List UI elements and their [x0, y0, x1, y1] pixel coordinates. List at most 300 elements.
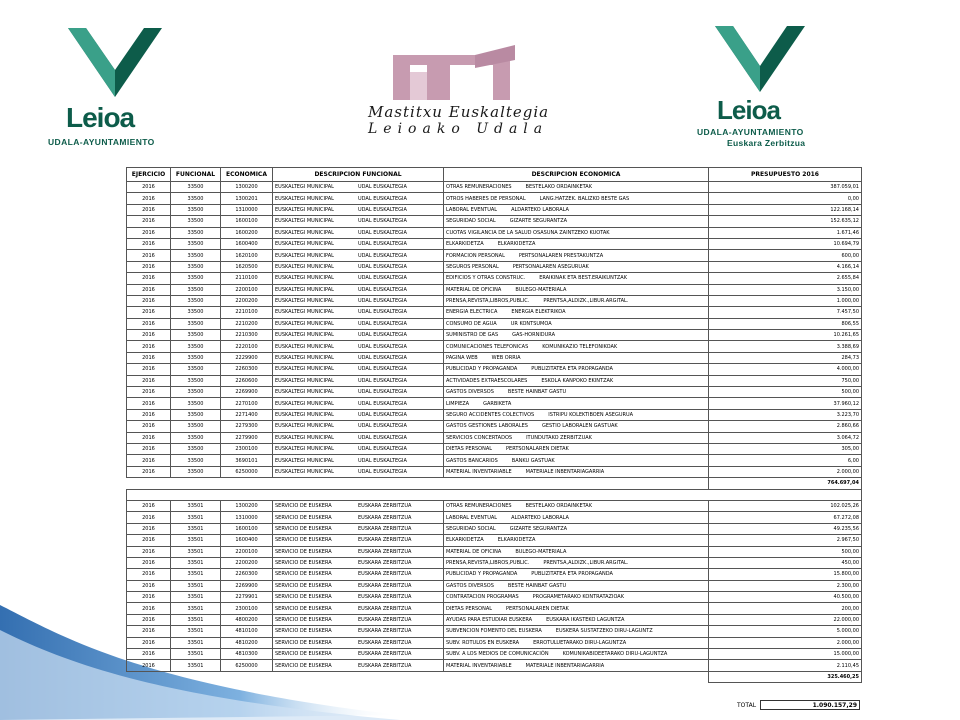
- table-row: [127, 455, 862, 466]
- budget-table: [126, 167, 862, 683]
- cell-desc-funcional: [273, 193, 444, 204]
- desc-economica-eu: ALDARTEKO LABORALA: [511, 514, 569, 521]
- desc-economica-eu: ISTRIPU KOLEKTIBOEN ASEGURUA: [548, 412, 634, 418]
- cell-funcional: 33501: [171, 546, 221, 557]
- cell-desc-economica: [444, 649, 709, 660]
- cell-ejercicio: 2016: [127, 318, 171, 329]
- desc-economica-eu: BULEGO-MATERIALA: [515, 548, 567, 555]
- table-row: [127, 421, 862, 432]
- cell-ejercicio: 2016: [127, 375, 171, 386]
- cell-economica: 1300201: [221, 193, 273, 204]
- desc-funcional-es: SERVICIO DE EUSKERA: [275, 525, 332, 532]
- cell-desc-economica: [444, 375, 709, 386]
- cell-presupuesto: 122.168,14: [709, 204, 862, 215]
- cell-funcional: 33500: [171, 455, 221, 466]
- desc-funcional-eu: UDAL EUSKALTEGIA: [358, 252, 407, 259]
- table-row: [127, 443, 862, 454]
- cell-economica: 2229900: [221, 352, 273, 363]
- cell-ejercicio: 2016: [127, 523, 171, 534]
- desc-funcional-eu: EUSKARA ZERBITZUA: [358, 525, 412, 532]
- cell-presupuesto: 284,73: [709, 352, 862, 363]
- cell-funcional: 33501: [171, 512, 221, 523]
- desc-funcional-eu: UDAL EUSKALTEGIA: [358, 412, 407, 418]
- cell-funcional: 33500: [171, 204, 221, 215]
- cell-economica: 2200100: [221, 284, 273, 295]
- desc-economica-es: MATERIAL DE OFICINA: [446, 286, 502, 293]
- subtotal-row-33500: [127, 478, 862, 489]
- cell-ejercicio: 2016: [127, 557, 171, 568]
- cell-funcional: 33500: [171, 295, 221, 306]
- cell-desc-economica: [444, 341, 709, 352]
- desc-economica-es: OTROS HABERES DE PERSONAL: [446, 195, 526, 202]
- desc-economica-eu: ERROTULUETARAKO DIRU-LAGUNTZA: [533, 639, 627, 646]
- table-row: [127, 261, 862, 272]
- cell-presupuesto: 806,55: [709, 318, 862, 329]
- desc-economica-eu: MATERIALE INBENTARIAGARRIA: [525, 662, 605, 669]
- desc-economica-eu: BANKU GASTUAK: [511, 457, 555, 464]
- desc-funcional-eu: EUSKARA ZERBITZUA: [358, 560, 412, 567]
- cell-funcional: 33500: [171, 216, 221, 227]
- desc-funcional-es: EUSKALTEGI MUNICIPAL: [275, 206, 334, 213]
- desc-economica-es: OTRAS REMUNERACIONES: [446, 503, 512, 510]
- desc-funcional-es: SERVICIO DE EUSKERA: [275, 537, 332, 544]
- cell-desc-funcional: [273, 603, 444, 614]
- cell-desc-economica: [444, 227, 709, 238]
- desc-economica-eu: PERTSONALAREN DIETAK: [506, 446, 569, 453]
- cell-ejercicio: 2016: [127, 421, 171, 432]
- cell-presupuesto: 305,00: [709, 443, 862, 454]
- table-row: [127, 626, 862, 637]
- table-row: [127, 318, 862, 329]
- cell-economica: 2260600: [221, 375, 273, 386]
- cell-funcional: 33500: [171, 443, 221, 454]
- desc-funcional-eu: UDAL EUSKALTEGIA: [358, 389, 407, 396]
- desc-funcional-eu: UDAL EUSKALTEGIA: [358, 218, 407, 225]
- cell-desc-economica: [444, 637, 709, 648]
- cell-ejercicio: 2016: [127, 387, 171, 398]
- desc-funcional-es: SERVICIO DE EUSKERA: [275, 582, 332, 589]
- desc-economica-es: SEGURIDAD SOCIAL: [446, 525, 496, 532]
- cell-desc-economica: [444, 466, 709, 477]
- desc-funcional-es: SERVICIO DE EUSKERA: [275, 651, 332, 658]
- cell-presupuesto: 2.000,00: [709, 637, 862, 648]
- cell-ejercicio: 2016: [127, 341, 171, 352]
- cell-desc-funcional: [273, 238, 444, 249]
- cell-desc-funcional: [273, 569, 444, 580]
- cell-desc-funcional: [273, 455, 444, 466]
- desc-funcional-eu: UDAL EUSKALTEGIA: [358, 423, 407, 430]
- desc-funcional-es: EUSKALTEGI MUNICIPAL: [275, 320, 334, 327]
- desc-funcional-eu: UDAL EUSKALTEGIA: [358, 286, 407, 293]
- cell-presupuesto: 600,00: [709, 250, 862, 261]
- cell-desc-economica: [444, 546, 709, 557]
- cell-desc-funcional: [273, 649, 444, 660]
- cell-presupuesto: 2.655,84: [709, 273, 862, 284]
- desc-funcional-es: SERVICIO DE EUSKERA: [275, 628, 332, 635]
- desc-economica-eu: PRENTSA,ALDIZK.,LIBUR.ARGITAL.: [543, 560, 629, 567]
- cell-funcional: 33501: [171, 557, 221, 568]
- cell-desc-economica: [444, 557, 709, 568]
- cell-desc-economica: [444, 182, 709, 193]
- total-label: TOTAL: [737, 702, 757, 709]
- cell-desc-funcional: [273, 318, 444, 329]
- subtotal-value: 325.460,25: [709, 671, 862, 682]
- cell-economica: 2300100: [221, 603, 273, 614]
- cell-presupuesto: 2.000,00: [709, 466, 862, 477]
- cell-desc-funcional: [273, 500, 444, 511]
- desc-funcional-es: EUSKALTEGI MUNICIPAL: [275, 298, 334, 305]
- desc-economica-es: GASTOS DIVERSOS: [446, 389, 494, 396]
- desc-economica-es: PUBLICIDAD Y PROPAGANDA: [446, 571, 518, 578]
- cell-funcional: 33501: [171, 592, 221, 603]
- desc-funcional-eu: EUSKARA ZERBITZUA: [358, 514, 412, 521]
- subtotal-row-33501: [127, 671, 862, 682]
- desc-funcional-es: EUSKALTEGI MUNICIPAL: [275, 218, 334, 225]
- cell-ejercicio: 2016: [127, 330, 171, 341]
- cell-funcional: 33501: [171, 500, 221, 511]
- desc-funcional-eu: EUSKARA ZERBITZUA: [358, 582, 412, 589]
- desc-economica-es: DIETAS PERSONAL: [446, 605, 493, 612]
- cell-economica: 4800200: [221, 614, 273, 625]
- desc-funcional-es: EUSKALTEGI MUNICIPAL: [275, 252, 334, 259]
- desc-economica-es: SERVICIOS CONCERTADOS: [446, 434, 513, 441]
- cell-ejercicio: 2016: [127, 284, 171, 295]
- desc-economica-es: LABORAL EVENTUAL: [446, 514, 498, 521]
- cell-ejercicio: 2016: [127, 261, 171, 272]
- desc-funcional-eu: UDAL EUSKALTEGIA: [358, 343, 407, 350]
- cell-funcional: 33500: [171, 227, 221, 238]
- cell-presupuesto: 102.025,26: [709, 500, 862, 511]
- cell-desc-economica: [444, 500, 709, 511]
- cell-economica: 4810300: [221, 649, 273, 660]
- cell-economica: 3690101: [221, 455, 273, 466]
- desc-funcional-eu: EUSKARA ZERBITZUA: [358, 651, 412, 658]
- cell-desc-funcional: [273, 352, 444, 363]
- desc-economica-es: OTRAS REMUNERACIONES: [446, 184, 512, 191]
- cell-ejercicio: 2016: [127, 580, 171, 591]
- desc-funcional-es: EUSKALTEGI MUNICIPAL: [275, 195, 334, 202]
- cell-economica: 2200100: [221, 546, 273, 557]
- desc-economica-eu: MATERIALE INBENTARIAGARRIA: [525, 468, 605, 475]
- desc-economica-eu: PUBLIZITATEA ETA PROPAGANDA: [531, 366, 613, 373]
- desc-funcional-es: EUSKALTEGI MUNICIPAL: [275, 434, 334, 441]
- cell-economica: 2200200: [221, 295, 273, 306]
- cell-ejercicio: 2016: [127, 535, 171, 546]
- desc-funcional-es: EUSKALTEGI MUNICIPAL: [275, 275, 334, 282]
- cell-desc-economica: [444, 603, 709, 614]
- table-row: [127, 523, 862, 534]
- table-row: [127, 387, 862, 398]
- cell-economica: 1600200: [221, 227, 273, 238]
- table-row: [127, 375, 862, 386]
- desc-economica-eu: ITUNDUTAKO ZERBITZUAK: [526, 434, 592, 441]
- cell-economica: 1310000: [221, 512, 273, 523]
- cell-presupuesto: 10.694,79: [709, 238, 862, 249]
- col-header-presupuesto: PRESUPUESTO 2016: [709, 168, 862, 182]
- cell-desc-funcional: [273, 307, 444, 318]
- desc-funcional-es: EUSKALTEGI MUNICIPAL: [275, 241, 334, 248]
- cell-economica: 6250000: [221, 660, 273, 671]
- cell-funcional: 33500: [171, 432, 221, 443]
- cell-desc-economica: [444, 387, 709, 398]
- cell-desc-economica: [444, 193, 709, 204]
- desc-funcional-eu: UDAL EUSKALTEGIA: [358, 309, 407, 316]
- cell-desc-funcional: [273, 546, 444, 557]
- desc-funcional-eu: EUSKARA ZERBITZUA: [358, 537, 412, 544]
- desc-funcional-eu: UDAL EUSKALTEGIA: [358, 206, 407, 213]
- desc-economica-eu: ELKARKIDETZA: [497, 241, 536, 248]
- cell-desc-funcional: [273, 330, 444, 341]
- cell-desc-funcional: [273, 250, 444, 261]
- subtotal-spacer: [127, 671, 709, 682]
- desc-economica-es: ACTIVIDADES EXTRAESCOLARES: [446, 377, 528, 384]
- cell-desc-economica: [444, 398, 709, 409]
- desc-funcional-es: EUSKALTEGI MUNICIPAL: [275, 184, 334, 191]
- cell-presupuesto: 3.064,72: [709, 432, 862, 443]
- desc-funcional-eu: UDAL EUSKALTEGIA: [358, 332, 407, 339]
- cell-economica: 2200200: [221, 557, 273, 568]
- desc-funcional-es: EUSKALTEGI MUNICIPAL: [275, 366, 334, 373]
- desc-funcional-eu: UDAL EUSKALTEGIA: [358, 275, 407, 282]
- cell-ejercicio: 2016: [127, 364, 171, 375]
- cell-economica: 4810100: [221, 626, 273, 637]
- table-row: [127, 227, 862, 238]
- cell-presupuesto: 15.800,00: [709, 569, 862, 580]
- cell-presupuesto: 3.150,00: [709, 284, 862, 295]
- subtotal-value: 764.697,04: [709, 478, 862, 489]
- desc-economica-es: ELKARKIDETZA: [446, 537, 484, 544]
- cell-funcional: 33500: [171, 273, 221, 284]
- cell-funcional: 33501: [171, 614, 221, 625]
- desc-economica-es: DIETAS PERSONAL: [446, 446, 493, 453]
- desc-economica-eu: GAS-HORNIDURA: [512, 332, 555, 339]
- table-row: [127, 637, 862, 648]
- cell-funcional: 33500: [171, 364, 221, 375]
- cell-ejercicio: 2016: [127, 455, 171, 466]
- desc-funcional-eu: UDAL EUSKALTEGIA: [358, 446, 407, 453]
- cell-desc-economica: [444, 284, 709, 295]
- desc-funcional-es: SERVICIO DE EUSKERA: [275, 617, 332, 624]
- desc-funcional-es: SERVICIO DE EUSKERA: [275, 662, 332, 669]
- desc-economica-es: PUBLICIDAD Y PROPAGANDA: [446, 366, 518, 373]
- cell-economica: 1600400: [221, 535, 273, 546]
- cell-presupuesto: 6,00: [709, 455, 862, 466]
- cell-ejercicio: 2016: [127, 193, 171, 204]
- desc-funcional-eu: EUSKARA ZERBITZUA: [358, 605, 412, 612]
- table-row: [127, 649, 862, 660]
- cell-funcional: 33501: [171, 523, 221, 534]
- desc-funcional-es: SERVICIO DE EUSKERA: [275, 605, 332, 612]
- desc-economica-es: EDIFICIOS Y OTRAS CONSTRUC.: [446, 275, 526, 282]
- desc-economica-eu: BESTELAKO ORDAINKETAK: [525, 184, 592, 191]
- desc-economica-eu: PERTSONALAREN PRESTAKUNTZA: [518, 252, 604, 259]
- cell-desc-funcional: [273, 512, 444, 523]
- desc-economica-es: GASTOS DIVERSOS: [446, 582, 494, 589]
- cell-desc-economica: [444, 250, 709, 261]
- cell-desc-funcional: [273, 466, 444, 477]
- col-header-desc-funcional: DESCRIPCION FUNCIONAL: [273, 168, 444, 182]
- cell-desc-economica: [444, 318, 709, 329]
- cell-ejercicio: 2016: [127, 409, 171, 420]
- cell-economica: 6250000: [221, 466, 273, 477]
- cell-presupuesto: 7.457,50: [709, 307, 862, 318]
- desc-funcional-es: EUSKALTEGI MUNICIPAL: [275, 468, 334, 475]
- desc-funcional-es: SERVICIO DE EUSKERA: [275, 594, 332, 601]
- cell-desc-funcional: [273, 261, 444, 272]
- cell-funcional: 33500: [171, 352, 221, 363]
- col-header-funcional: FUNCIONAL: [171, 168, 221, 182]
- cell-economica: 2279900: [221, 432, 273, 443]
- cell-desc-economica: [444, 261, 709, 272]
- desc-funcional-eu: UDAL EUSKALTEGIA: [358, 229, 407, 236]
- desc-funcional-es: EUSKALTEGI MUNICIPAL: [275, 423, 334, 430]
- cell-ejercicio: 2016: [127, 546, 171, 557]
- cell-funcional: 33500: [171, 330, 221, 341]
- cell-funcional: 33501: [171, 535, 221, 546]
- desc-economica-eu: GIZARTE SEGURANTZA: [509, 525, 568, 532]
- cell-ejercicio: 2016: [127, 216, 171, 227]
- cell-ejercicio: 2016: [127, 250, 171, 261]
- cell-economica: 2271400: [221, 409, 273, 420]
- subtotal-spacer: [127, 478, 709, 489]
- cell-desc-funcional: [273, 375, 444, 386]
- table-row: [127, 398, 862, 409]
- cell-funcional: 33501: [171, 580, 221, 591]
- cell-presupuesto: 500,00: [709, 546, 862, 557]
- cell-economica: 2300100: [221, 443, 273, 454]
- cell-ejercicio: 2016: [127, 649, 171, 660]
- desc-economica-es: PAGINA WEB: [446, 355, 478, 362]
- total-row: [700, 700, 862, 711]
- desc-funcional-es: EUSKALTEGI MUNICIPAL: [275, 457, 334, 464]
- leioa-wordmark-right: Leioa: [717, 95, 780, 125]
- cell-ejercicio: 2016: [127, 443, 171, 454]
- desc-economica-es: SEGURO ACCIDENTES COLECTIVOS: [446, 412, 535, 418]
- table-row: [127, 250, 862, 261]
- cell-economica: 2269900: [221, 387, 273, 398]
- desc-economica-es: SUBVENCION FOMENTO DEL EUSKERA: [446, 628, 542, 635]
- cell-funcional: 33500: [171, 341, 221, 352]
- cell-presupuesto: 3.388,69: [709, 341, 862, 352]
- desc-funcional-es: EUSKALTEGI MUNICIPAL: [275, 263, 334, 270]
- desc-economica-eu: PROGRAMETARAKO KONTRATAZIOAK: [532, 594, 625, 601]
- desc-funcional-eu: EUSKARA ZERBITZUA: [358, 571, 412, 578]
- desc-funcional-es: EUSKALTEGI MUNICIPAL: [275, 343, 334, 350]
- table-row: [127, 614, 862, 625]
- cell-funcional: 33500: [171, 193, 221, 204]
- desc-funcional-eu: UDAL EUSKALTEGIA: [358, 263, 407, 270]
- cell-economica: 2279300: [221, 421, 273, 432]
- cell-desc-funcional: [273, 204, 444, 215]
- cell-desc-economica: [444, 432, 709, 443]
- desc-funcional-es: EUSKALTEGI MUNICIPAL: [275, 332, 334, 339]
- desc-funcional-es: SERVICIO DE EUSKERA: [275, 560, 332, 567]
- desc-economica-es: CUOTAS VIGILANCIA DE LA SALUD OSASUNA ZAINTZEKO KUOTAK: [446, 229, 610, 236]
- cell-desc-funcional: [273, 660, 444, 671]
- desc-economica-es: GASTOS BANCARIOS: [446, 457, 498, 464]
- cell-ejercicio: 2016: [127, 637, 171, 648]
- cell-economica: 1310000: [221, 204, 273, 215]
- cell-economica: 2210300: [221, 330, 273, 341]
- desc-funcional-es: EUSKALTEGI MUNICIPAL: [275, 229, 334, 236]
- cell-desc-economica: [444, 569, 709, 580]
- cell-presupuesto: 1.000,00: [709, 295, 862, 306]
- cell-desc-economica: [444, 660, 709, 671]
- desc-funcional-es: EUSKALTEGI MUNICIPAL: [275, 355, 334, 362]
- desc-funcional-es: EUSKALTEGI MUNICIPAL: [275, 309, 334, 316]
- cell-economica: 1300200: [221, 500, 273, 511]
- cell-desc-funcional: [273, 592, 444, 603]
- cell-ejercicio: 2016: [127, 512, 171, 523]
- desc-funcional-es: SERVICIO DE EUSKERA: [275, 514, 332, 521]
- cell-funcional: 33500: [171, 409, 221, 420]
- cell-presupuesto: 15.000,00: [709, 649, 862, 660]
- desc-economica-eu: ELKARKIDETZA: [497, 537, 536, 544]
- desc-economica-eu: BESTELAKO ORDAINKETAK: [525, 503, 592, 510]
- cell-desc-economica: [444, 330, 709, 341]
- cell-funcional: 33500: [171, 250, 221, 261]
- cell-ejercicio: 2016: [127, 273, 171, 284]
- euskara-zerbitzua-label: Euskara Zerbitzua: [727, 138, 806, 148]
- table-row: [127, 341, 862, 352]
- cell-ejercicio: 2016: [127, 603, 171, 614]
- cell-presupuesto: 10.261,65: [709, 330, 862, 341]
- leioa-subtitle-left: UDALA-AYUNTAMIENTO: [48, 137, 155, 147]
- desc-funcional-eu: UDAL EUSKALTEGIA: [358, 434, 407, 441]
- cell-economica: 2260300: [221, 364, 273, 375]
- cell-presupuesto: 49.235,56: [709, 523, 862, 534]
- desc-economica-es: SEGURIDAD SOCIAL: [446, 218, 496, 225]
- table-row: [127, 204, 862, 215]
- cell-economica: 2220100: [221, 341, 273, 352]
- cell-funcional: 33500: [171, 398, 221, 409]
- cell-economica: 1620500: [221, 261, 273, 272]
- desc-economica-es: CONSUMO DE AGUA: [446, 320, 497, 327]
- table-row: [127, 295, 862, 306]
- cell-economica: 1600100: [221, 523, 273, 534]
- cell-economica: 2110100: [221, 273, 273, 284]
- cell-presupuesto: 4.000,00: [709, 364, 862, 375]
- desc-funcional-es: SERVICIO DE EUSKERA: [275, 639, 332, 646]
- desc-economica-es: COMUNICACIONES TELEFONICAS: [446, 343, 529, 350]
- col-header-ejercicio: EJERCICIO: [127, 168, 171, 182]
- cell-desc-economica: [444, 204, 709, 215]
- cell-desc-economica: [444, 443, 709, 454]
- desc-funcional-es: SERVICIO DE EUSKERA: [275, 548, 332, 555]
- table-row: [127, 500, 862, 511]
- table-row: [127, 330, 862, 341]
- cell-desc-funcional: [273, 295, 444, 306]
- cell-presupuesto: 1.671,46: [709, 227, 862, 238]
- cell-economica: 1600100: [221, 216, 273, 227]
- cell-desc-funcional: [273, 580, 444, 591]
- desc-funcional-es: EUSKALTEGI MUNICIPAL: [275, 389, 334, 396]
- cell-desc-funcional: [273, 535, 444, 546]
- cell-presupuesto: 37.960,12: [709, 398, 862, 409]
- cell-economica: 1300200: [221, 182, 273, 193]
- cell-ejercicio: 2016: [127, 295, 171, 306]
- desc-economica-eu: ENERGIA ELEKTRIKOA: [511, 309, 566, 316]
- table-row: [127, 409, 862, 420]
- cell-ejercicio: 2016: [127, 432, 171, 443]
- cell-presupuesto: 67.272,08: [709, 512, 862, 523]
- desc-economica-eu: ALDARTEKO LABORALA: [511, 206, 569, 213]
- cell-desc-funcional: [273, 409, 444, 420]
- cell-funcional: 33501: [171, 626, 221, 637]
- cell-ejercicio: 2016: [127, 204, 171, 215]
- cell-desc-funcional: [273, 443, 444, 454]
- desc-economica-eu: ESKOLA KANPOKO EKINTZAK: [541, 377, 614, 384]
